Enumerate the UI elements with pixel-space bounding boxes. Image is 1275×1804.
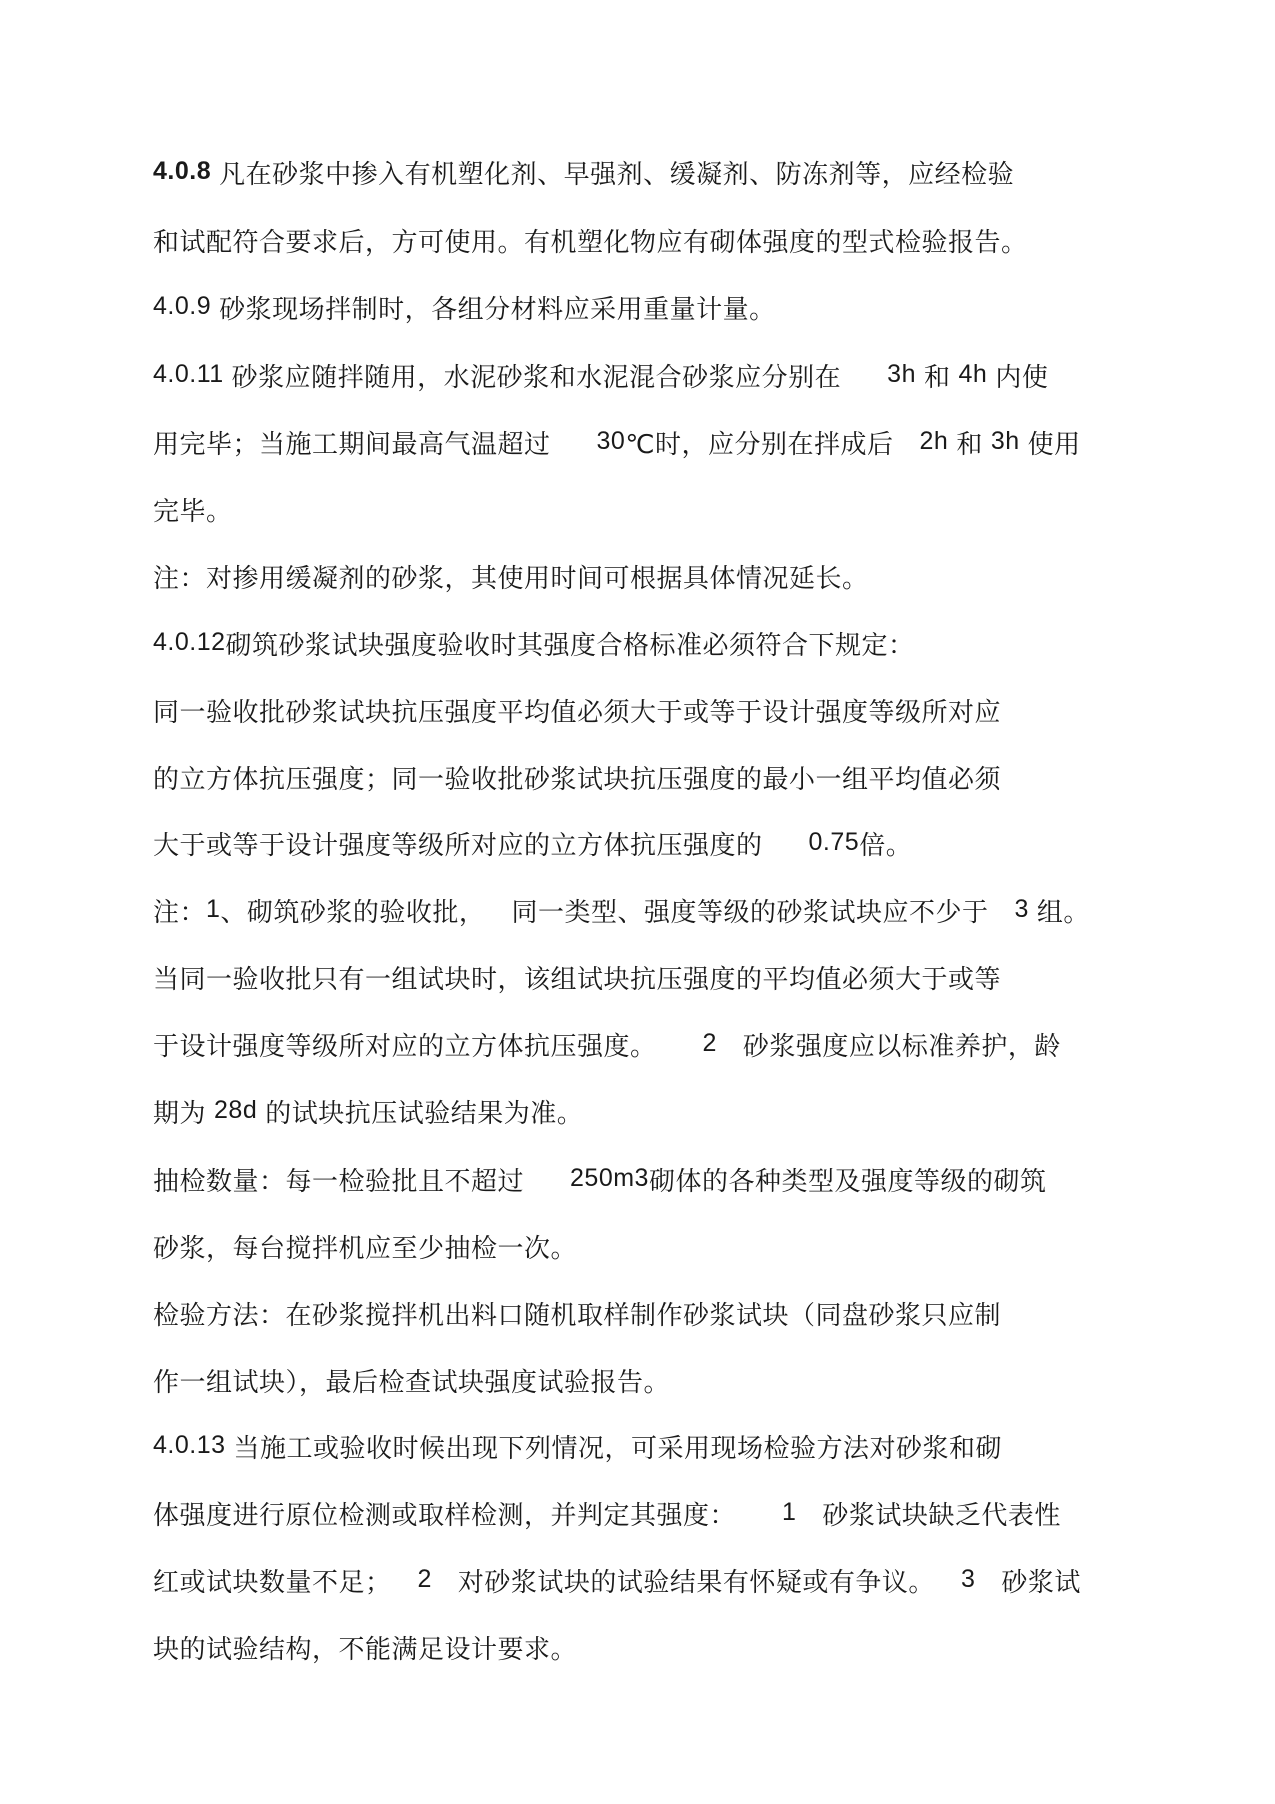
clause-4-0-11-line-1 — [153, 361, 1048, 395]
volume-value: 250m3 — [570, 1164, 649, 1192]
clause-text: 体强度进行原位检测或取样检测，并判定其强度： — [153, 1501, 737, 1531]
clause-text: 和 — [923, 363, 951, 393]
temperature-value: 30 — [596, 427, 626, 455]
clause-4-0-13-line-1 — [153, 1432, 1002, 1466]
clause-text: 使用 — [1027, 430, 1081, 460]
clause-4-0-12-line-1 — [153, 629, 915, 663]
clause-text: 的立方体抗压强度；同一验收批砂浆试块抗压强度的最小一组平均值必须 — [153, 765, 1002, 795]
clause-number: 4.0.12 — [153, 628, 226, 656]
count-value: 3 — [1014, 895, 1029, 923]
clause-4-0-12-line-4 — [153, 829, 912, 863]
time-value: 2h — [919, 427, 949, 455]
time-value: 3h — [887, 360, 916, 388]
ratio-value: 0.75 — [808, 828, 860, 856]
clause-text: 凡在砂浆中掺入有机塑化剂、早强剂、缓凝剂、防冻剂等，应经检验 — [219, 160, 1015, 190]
note-text: 、砌筑砂浆的验收批， — [220, 898, 486, 928]
clause-text: 对砂浆试块的试验结果有怀疑或有争议。 — [457, 1568, 935, 1598]
note-1-line-1 — [153, 896, 1090, 930]
clause-text: 和 — [956, 430, 983, 460]
sampling-text: 抽检数量：每一检验批且不超过 — [153, 1167, 525, 1197]
test-method-line-2 — [153, 1366, 670, 1400]
note-retarder — [153, 562, 869, 596]
clause-4-0-8-line-2 — [153, 226, 1028, 260]
clause-number: 4.0.8 — [153, 157, 212, 185]
sampling-text: 砂浆，每台搅拌机应至少抽检一次。 — [153, 1234, 578, 1264]
note-text: 注： — [153, 898, 207, 928]
clause-text: 砌筑砂浆试块强度验收时其强度合格标准必须符合下规定： — [225, 631, 915, 661]
clause-number: 4.0.13 — [153, 1431, 226, 1459]
note-number: 2 — [702, 1029, 717, 1057]
clause-4-0-9 — [153, 293, 776, 327]
clause-text: 倍。 — [859, 831, 913, 861]
clause-text: 大于或等于设计强度等级所对应的立方体抗压强度的 — [153, 831, 763, 861]
note-number: 1 — [206, 895, 221, 923]
note-text: 组。 — [1036, 898, 1090, 928]
item-number: 1 — [782, 1498, 797, 1526]
clause-text: 砂浆现场拌制时，各组分材料应采用重量计量。 — [219, 295, 776, 325]
age-value: 28d — [214, 1096, 258, 1124]
clause-4-0-13-line-4 — [153, 1633, 577, 1667]
note-2-line-1 — [153, 1030, 1061, 1064]
note-text: 同一类型、强度等级的砂浆试块应不少于 — [511, 898, 989, 928]
sampling-quantity-line-2 — [153, 1232, 577, 1266]
clause-text: 同一验收批砂浆试块抗压强度平均值必须大于或等于设计强度等级所对应 — [153, 698, 1002, 728]
clause-text: ℃时，应分别在拌成后 — [625, 430, 894, 460]
note-text: 注：对掺用缓凝剂的砂浆，其使用时间可根据具体情况延长。 — [153, 564, 869, 594]
note-2-line-2 — [153, 1097, 583, 1131]
clause-4-0-11-line-3 — [153, 495, 233, 529]
note-text: 当同一验收批只有一组试块时，该组试块抗压强度的平均值必须大于或等 — [153, 965, 1002, 995]
clause-text: 当施工或验收时候出现下列情况，可采用现场检验方法对砂浆和砌 — [233, 1434, 1003, 1464]
test-method-line-1 — [153, 1299, 1001, 1333]
note-1-line-2 — [153, 963, 1001, 997]
sampling-quantity-line-1 — [153, 1165, 1046, 1199]
clause-4-0-11-line-2 — [153, 428, 1081, 462]
clause-text: 完毕。 — [153, 497, 233, 527]
clause-4-0-13-line-3 — [153, 1566, 1081, 1600]
sampling-text: 砌体的各种类型及强度等级的砌筑 — [648, 1167, 1047, 1197]
clause-number: 4.0.9 — [153, 292, 212, 320]
note-text: 砂浆强度应以标准养护，龄 — [742, 1032, 1061, 1062]
clause-text: 红或试块数量不足； — [153, 1568, 392, 1598]
time-value: 3h — [990, 427, 1020, 455]
clause-text: 砂浆试块缺乏代表性 — [822, 1501, 1061, 1531]
method-text: 作一组试块），最后检查试块强度试验报告。 — [153, 1368, 671, 1398]
note-text: 期为 — [153, 1099, 207, 1129]
method-text: 检验方法：在砂浆搅拌机出料口随机取样制作砂浆试块（同盘砂浆只应制 — [153, 1301, 1002, 1331]
clause-text: 用完毕；当施工期间最高气温超过 — [153, 430, 551, 460]
clause-4-0-8-line-1 — [153, 158, 1014, 192]
item-number: 3 — [960, 1565, 976, 1593]
note-text: 于设计强度等级所对应的立方体抗压强度。 — [153, 1032, 657, 1062]
clause-4-0-12-line-2 — [153, 696, 1001, 730]
clause-4-0-13-line-2 — [153, 1499, 1061, 1533]
clause-text: 砂浆试 — [1001, 1568, 1081, 1598]
time-value: 4h — [958, 360, 988, 388]
clause-text: 砂浆应随拌随用，水泥砂浆和水泥混合砂浆应分别在 — [231, 363, 842, 393]
clause-number: 4.0.11 — [153, 360, 224, 388]
item-number: 2 — [417, 1565, 432, 1593]
clause-text: 内使 — [995, 363, 1049, 393]
clause-text: 块的试验结构，不能满足设计要求。 — [153, 1635, 578, 1665]
clause-text: 和试配符合要求后，方可使用。有机塑化物应有砌体强度的型式检验报告。 — [153, 228, 1028, 258]
clause-4-0-12-line-3 — [153, 763, 1001, 797]
note-text: 的试块抗压试验结果为准。 — [265, 1099, 584, 1129]
